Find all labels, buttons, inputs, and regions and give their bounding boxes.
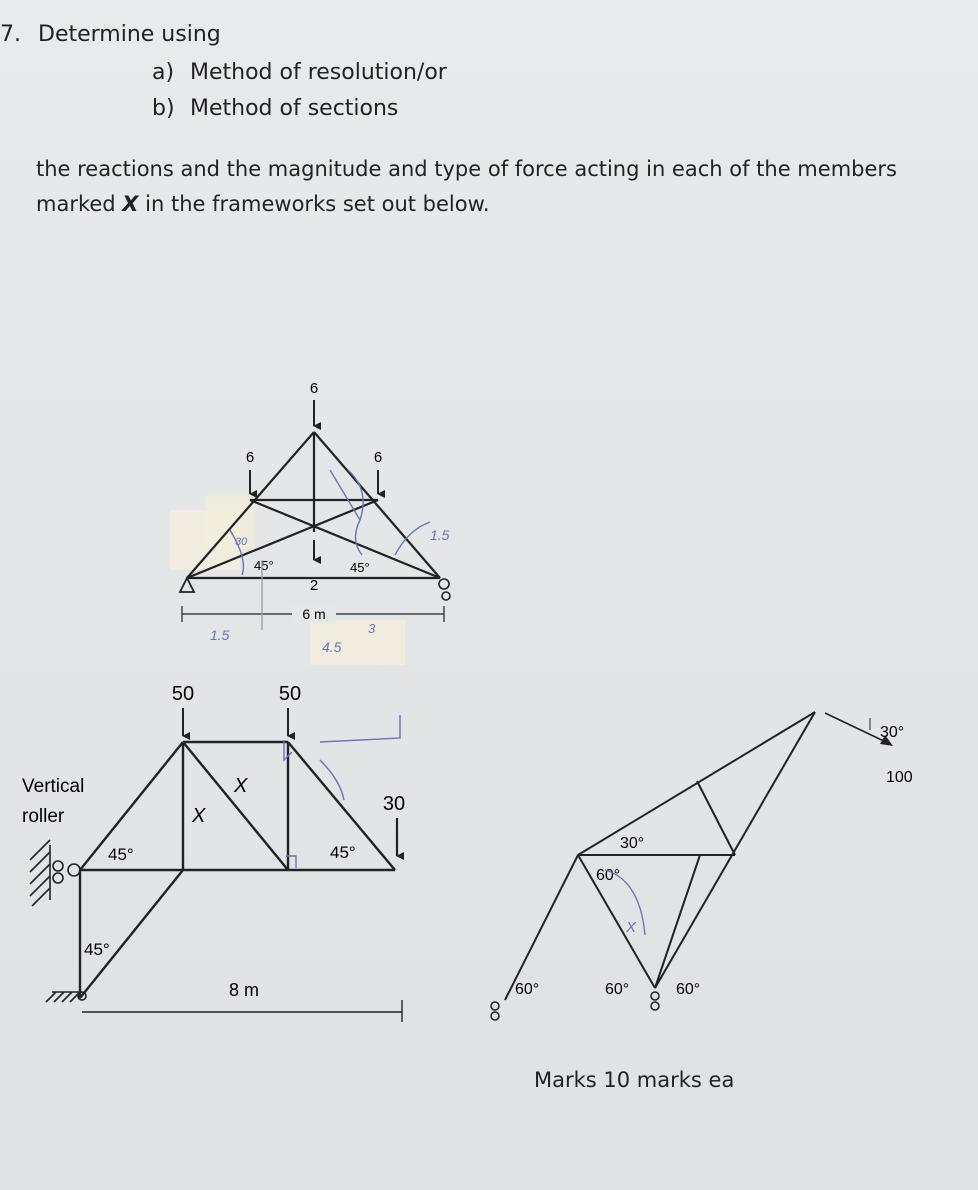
truss-1	[170, 380, 450, 665]
truss1-load-apex: 6	[309, 380, 319, 397]
truss2-angle-2: 45°	[330, 843, 356, 862]
roller-support-icon	[439, 579, 449, 589]
vertical-roller-support-icon	[30, 840, 80, 906]
body-before: the reactions and the magnitude and type of force acting in each of the members marked	[36, 157, 897, 216]
hw-note-3: 4.5	[322, 639, 342, 655]
truss-3-members	[505, 712, 815, 1000]
truss3-angle-30: 30°	[620, 835, 645, 852]
question-number: 7.	[0, 22, 21, 47]
member-mark-x2: X	[234, 775, 248, 797]
truss1-load-right: 6	[373, 449, 383, 466]
member-mark-x1: X	[192, 805, 206, 827]
roller-support-3a-icon	[491, 1002, 499, 1020]
truss1-load-left: 6	[245, 449, 255, 466]
sticky-tape-left2	[205, 495, 255, 550]
truss1-span: 6 m	[302, 606, 326, 622]
member-mark-x3: X	[626, 919, 637, 936]
hw-note-1: 30	[235, 536, 248, 548]
truss2-angle-1: 45°	[108, 845, 134, 864]
pin-support-icon	[180, 578, 194, 592]
truss1-load-center: 2	[309, 577, 319, 594]
hw-note-5: 3	[368, 621, 376, 636]
roller-support-3b-icon	[651, 992, 659, 1010]
hw-note-4: 1.5	[210, 627, 230, 643]
truss2-span: 8 m	[228, 980, 260, 1000]
support-label-line2: roller	[22, 806, 65, 827]
support-label-line1: Vertical	[22, 776, 85, 797]
truss3-angle-60d: 60°	[676, 981, 701, 998]
load-arrow-100	[825, 713, 888, 743]
body-after: in the frameworks set out below.	[138, 192, 490, 216]
truss3-angle-60c: 60°	[605, 981, 630, 998]
hw-note-2: 1.5	[430, 527, 450, 543]
truss3-angle-60b: 60°	[515, 981, 540, 998]
option-a-text: Method of resolution/or	[190, 60, 447, 85]
option-b-label: b)	[152, 96, 175, 121]
truss2-angle-3: 45°	[84, 940, 110, 959]
truss2-load-tip: 30	[382, 793, 406, 815]
truss1-angle-left: 45°	[254, 558, 274, 573]
truss3-load-value: 100	[886, 769, 913, 786]
truss2-load-left: 50	[171, 683, 195, 705]
truss2-load-right: 50	[278, 683, 302, 705]
option-a-label: a)	[152, 60, 175, 85]
truss-3	[491, 712, 913, 1020]
truss3-load-angle: 30°	[880, 724, 905, 741]
option-b-text: Method of sections	[190, 96, 399, 121]
marks-note: Marks 10 marks ea	[534, 1068, 735, 1092]
body-mark: X	[122, 192, 139, 216]
truss3-angle-60a: 60°	[596, 867, 621, 884]
truss-2	[22, 683, 405, 1022]
truss1-angle-right: 45°	[350, 560, 370, 575]
question-lead: Determine using	[38, 22, 221, 47]
